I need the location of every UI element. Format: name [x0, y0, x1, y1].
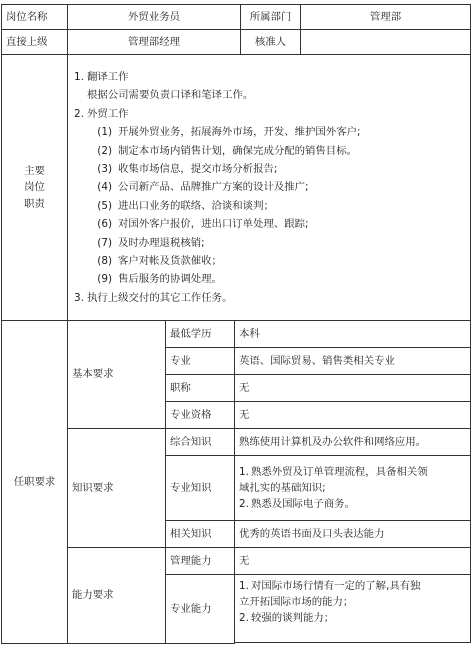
position-name-value: 外贸业务员 — [68, 5, 241, 30]
department-value: 管理部 — [301, 5, 471, 30]
duty-subitem-text: 进出口业务的联络、洽谈和谈判； — [118, 199, 274, 212]
duty-subitem-text: 收集市场信息，提交市场分析报告; — [118, 163, 278, 176]
req-list-number: 2. — [239, 498, 249, 511]
duty-number: 2. — [74, 107, 84, 120]
req-list-number: 1. — [239, 465, 249, 478]
approver-value — [301, 30, 471, 55]
req-list-number: 1. — [239, 580, 249, 592]
duty-number: 1. — [74, 71, 84, 84]
req-value: 无 — [235, 402, 471, 429]
requirements-label: 任职要求 — [2, 321, 68, 644]
duty-subitem — [74, 215, 466, 233]
duty-subitem-number: (6) — [97, 218, 112, 231]
duty-subitem — [74, 142, 466, 160]
supervisor-label: 直接上级 — [2, 30, 68, 55]
basic-requirements-label: 基本要求 — [68, 321, 166, 429]
duties-label-line: 主要 — [24, 165, 45, 178]
header-row-2 — [2, 30, 471, 55]
duties-content — [68, 55, 471, 321]
duty-title: 翻译工作 — [87, 71, 129, 84]
req-key: 专业知识 — [166, 456, 235, 521]
req-row — [2, 429, 471, 456]
duty-subitem — [74, 160, 466, 178]
req-list-text: 域扎实的基础知识; — [239, 481, 326, 494]
req-list-item — [239, 464, 466, 480]
req-key: 综合知识 — [166, 429, 235, 456]
duty-subitem-number: (1) — [97, 126, 112, 139]
duty-subitem-text: 客户对帐及货款催收； — [118, 254, 222, 267]
department-label: 所属部门 — [241, 5, 301, 30]
req-list-text: 较强的谈判能力； — [251, 612, 335, 625]
duty-subitem-number: (7) — [97, 236, 112, 249]
knowledge-requirements-label: 知识要求 — [68, 429, 166, 548]
approver-label: 核准人 — [241, 30, 301, 55]
job-description-table — [1, 4, 471, 644]
duty-subitem-number: (8) — [97, 254, 112, 267]
req-value: 本科 — [235, 321, 471, 348]
duty-subitem-number: (9) — [97, 273, 112, 286]
duty-subitem-number: (3) — [97, 163, 112, 176]
req-list-text: 立开拓国际市场的能力； — [239, 596, 354, 609]
req-key: 最低学历 — [166, 321, 235, 348]
req-value-multiline — [235, 456, 471, 521]
duty-subitem-text: 及时办理退税核销; — [118, 236, 205, 249]
req-value: 无 — [235, 548, 471, 575]
duties-label-line: 职责 — [24, 197, 45, 210]
duty-subitem-text: 制定本市场内销售计划，确保完成分配的销售目标。 — [118, 144, 357, 157]
duty-subitem — [74, 270, 466, 288]
duty-number: 3. — [74, 291, 84, 304]
position-name-label: 岗位名称 — [2, 5, 68, 30]
req-row — [2, 321, 471, 348]
duty-subitem — [74, 178, 466, 196]
duty-item — [74, 68, 466, 86]
duty-description — [74, 86, 466, 104]
duty-subitem-number: (4) — [97, 181, 112, 194]
req-list-continuation — [239, 480, 466, 496]
req-value: 熟练使用计算机及办公软件和网络应用。 — [235, 429, 471, 456]
duty-subitem-text: 公司新产品、品牌推广方案的设计及推广; — [118, 181, 309, 194]
duty-subitem-text: 开展外贸业务，拓展海外市场，开发、维护国外客户; — [118, 126, 361, 139]
req-value: 无 — [235, 375, 471, 402]
duty-subitem-number: (5) — [97, 199, 112, 212]
req-key: 职称 — [166, 375, 235, 402]
duty-subitem — [74, 197, 466, 215]
duty-title: 外贸工作 — [87, 107, 129, 120]
req-list-text: 熟悉及国际电子商务。 — [251, 498, 355, 511]
req-value: 优秀的英语书面及口头表达能力 — [235, 521, 471, 548]
req-list-item — [239, 496, 466, 512]
req-row — [2, 548, 471, 575]
duties-label — [2, 55, 68, 321]
req-key: 管理能力 — [166, 548, 235, 575]
duties-label-line: 岗位 — [24, 181, 45, 194]
req-list-text: 熟悉外贸及订单管理流程，具备相关领 — [251, 465, 428, 478]
duties-row — [2, 55, 471, 321]
duty-subitem — [74, 123, 466, 141]
duty-title: 执行上级交付的其它工作任务。 — [87, 291, 233, 304]
supervisor-value: 管理部经理 — [68, 30, 241, 55]
duty-subitem — [74, 233, 466, 251]
duty-description-text: 根据公司需要负责口译和笔译工作。 — [87, 89, 254, 102]
duty-subitem-number: (2) — [97, 144, 112, 157]
duty-item — [74, 105, 466, 123]
req-key: 专业资格 — [166, 402, 235, 429]
duty-item — [74, 289, 466, 307]
duty-subitem-text: 对国外客户报价，进出口订单处理、跟踪; — [118, 218, 309, 231]
req-list-item — [239, 578, 466, 594]
ability-requirements-label: 能力要求 — [68, 548, 166, 644]
req-value-multiline — [235, 575, 471, 643]
duty-subitem — [74, 252, 466, 270]
req-key: 相关知识 — [166, 521, 235, 548]
req-list-continuation — [239, 594, 466, 610]
req-list-number: 2. — [239, 612, 249, 625]
req-key: 专业 — [166, 348, 235, 375]
header-row-1 — [2, 5, 471, 30]
req-list-item — [239, 610, 466, 626]
req-key: 专业能力 — [166, 575, 235, 644]
duty-subitem-text: 售后服务的协调处理。 — [118, 273, 222, 286]
req-value: 英语、国际贸易、销售类相关专业 — [235, 348, 471, 375]
req-list-text: 对国际市场行情有一定的了解,具有独 — [251, 580, 421, 592]
